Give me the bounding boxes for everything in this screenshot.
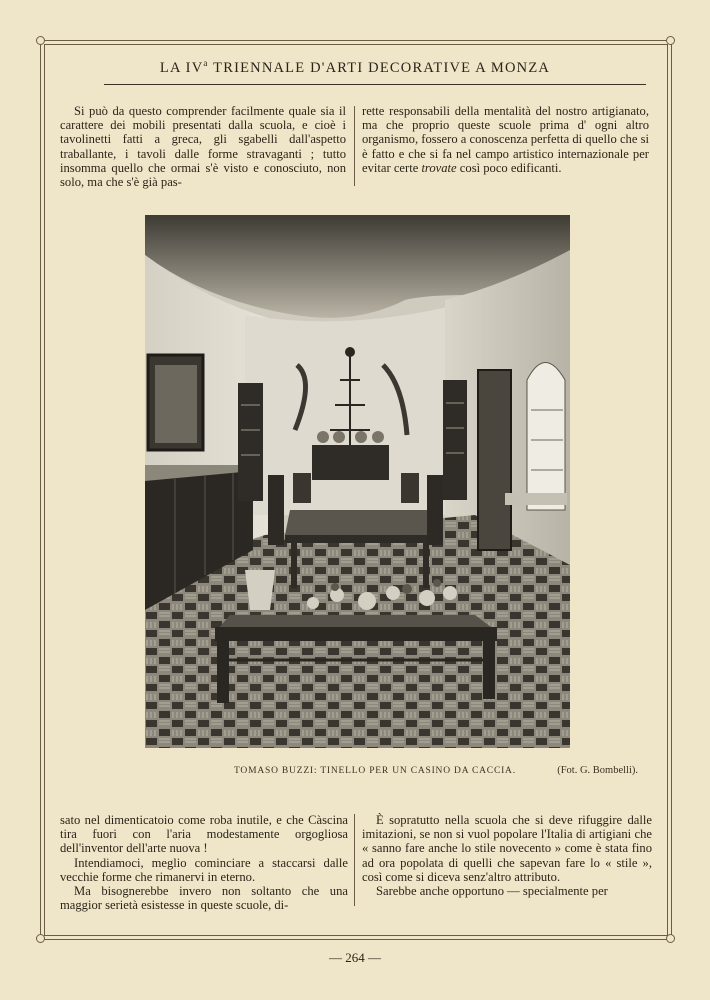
caption-text: TOMASO BUZZI: TINELLO PER UN CASINO DA CACCIA. <box>234 766 516 776</box>
corner-ornament-icon <box>666 934 675 943</box>
text-column-top-right <box>362 104 649 175</box>
text-column-bottom-right <box>362 813 652 898</box>
paragraph: Sarebbe anche opportuno — specialmente per <box>376 884 608 899</box>
column-divider <box>354 814 355 906</box>
photo-credit: (Fot. G. Bombelli). <box>557 765 638 776</box>
corner-ornament-icon <box>36 36 45 45</box>
interior-photograph <box>145 215 570 748</box>
paragraph: Ma bisognerebbe invero non soltanto che una maggior serietà esistesse in queste scuole, di- <box>60 884 348 913</box>
header-rule <box>104 84 646 85</box>
running-header: LA $IV^a$ TRIENNALE D'ARTI DECORATIVE A MONZA <box>159 58 551 76</box>
corner-ornament-icon <box>36 934 45 943</box>
text-column-top-left <box>60 104 346 189</box>
paragraph: rette responsabili della mentalità del nostro artigianato, ma che proprio queste scuole prima d' ogni altro organismo, fossero a conoscenza perfetta di quello che si è fatto e che si fa nel campo artistico internazionale per evitar certe trovate così poco edificanti. <box>362 104 649 175</box>
text-column-bottom-left <box>60 813 348 912</box>
column-divider <box>354 106 355 186</box>
paragraph: sato nel dimenticatoio come roba inutile, e che Càscina tira fuori con l'aria modestamente orgogliosa dell'inventor dell'arte nuova ! <box>60 813 348 856</box>
paragraph: È sopratutto nella scuola che si deve rifuggire dalle imitazioni, se non si vuol popolare l'Italia di artigiani che « sanno fare anche lo stile novecento » come è stata fino ad ora popolata di quelli che sapevan fare lo « stile », così come si diceva senz'altro attributo. <box>362 813 652 884</box>
corner-ornament-icon <box>666 36 675 45</box>
paragraph: Intendiamoci, meglio cominciare a staccarsi dalle vecchie forme che rimanervi in eterno. <box>60 855 348 884</box>
page-number: — 264 — <box>329 950 381 965</box>
paragraph: Si può da questo comprender facilmente quale sia il carattere dei mobili presentati dalla scuola, e cioè i tavolinetti fatti a greca, gli sgabelli dall'aspetto traballante, i tavoli dalle forme stravaganti ; tutto insomma quello che ormai s'è visto e conosciuto, non solo, ma che s'è già pas- <box>60 104 346 190</box>
